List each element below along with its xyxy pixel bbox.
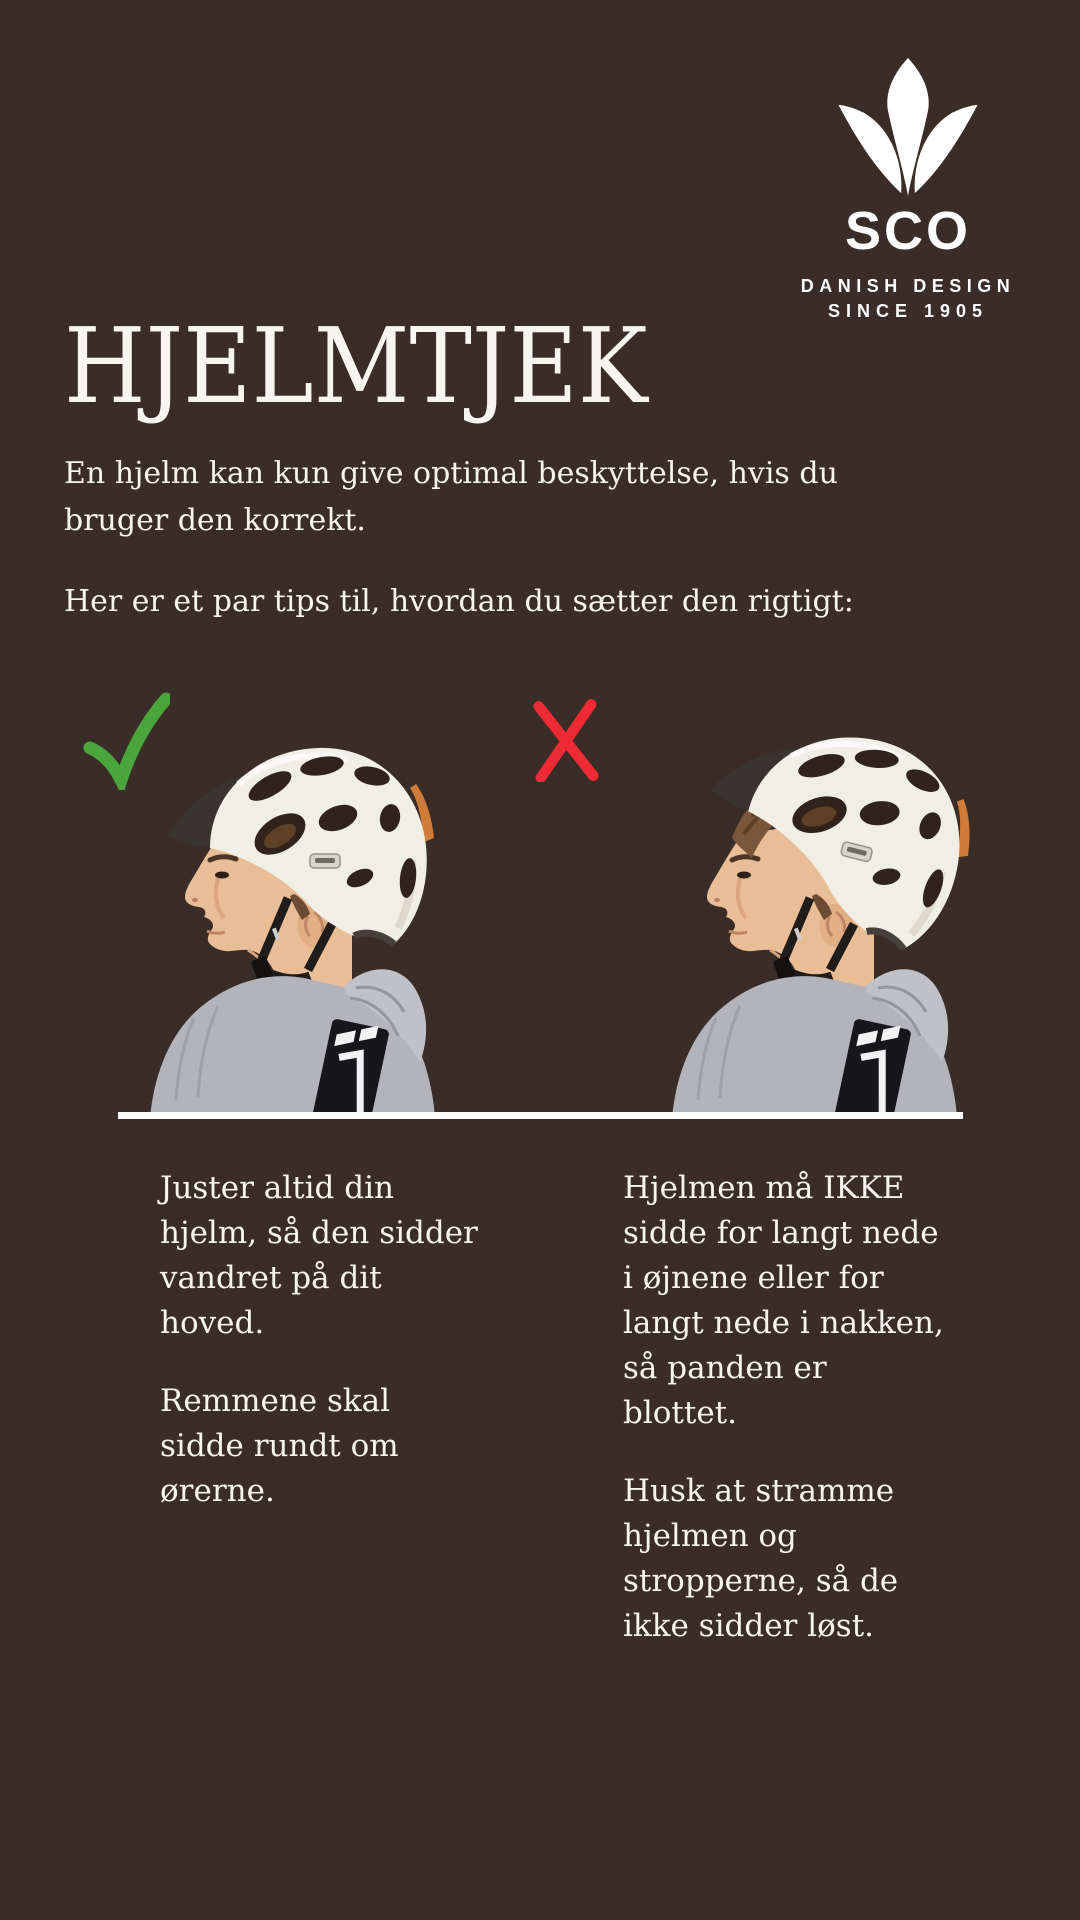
sco-logo	[786, 56, 1030, 322]
cross-mark-icon	[528, 698, 604, 782]
tip-line: hjelm, så den sidder	[160, 1215, 478, 1251]
tip-line: sidde rundt om	[160, 1428, 399, 1464]
intro-paragraph-1	[64, 450, 838, 544]
tip-line: i øjnene eller for	[623, 1260, 884, 1296]
divider-line	[118, 1112, 963, 1119]
intro-paragraph-1-line-1: En hjelm kan kun give optimal beskyttelse, hvis du	[64, 456, 838, 491]
incorrect-helmet-photo	[620, 688, 980, 1118]
page-title: HJELMTJEK	[64, 305, 648, 427]
cross-mark-stroke	[539, 704, 594, 778]
tip-line: vandret på dit	[160, 1260, 382, 1296]
tips-column-left	[160, 1166, 490, 1547]
logo-tagline-line2: SINCE 1905	[827, 301, 989, 321]
tip-line: hjelmen og	[623, 1518, 797, 1554]
logo-brand-text: SCO	[844, 201, 972, 261]
tip-line: Husk at stramme	[623, 1473, 895, 1509]
sco-flower-icon	[833, 56, 983, 198]
correct-helmet-photo	[98, 688, 458, 1118]
tips-column-right	[623, 1166, 983, 1682]
tip-line: Hjelmen må IKKE	[623, 1170, 905, 1206]
tip-correct-fit	[160, 1166, 490, 1346]
tip-straps-ears	[160, 1379, 490, 1514]
tip-line: Remmene skal	[160, 1383, 391, 1419]
intro-paragraph-2: Her er et par tips til, hvordan du sætter den rigtigt:	[64, 584, 854, 619]
intro-paragraph-1-line-2: bruger den korrekt.	[64, 503, 366, 538]
tip-line: sidde for langt nede	[623, 1215, 939, 1251]
tip-line: stropperne, så de	[623, 1563, 899, 1599]
tip-line: så panden er	[623, 1350, 827, 1386]
tip-line: hoved.	[160, 1305, 265, 1341]
tip-line: langt nede i nakken,	[623, 1305, 944, 1341]
tip-line: ikke sidder løst.	[623, 1608, 875, 1644]
logo-tagline-line1: DANISH DESIGN	[800, 276, 1016, 296]
tip-line: ørerne.	[160, 1473, 275, 1509]
tip-not-too-low	[623, 1166, 983, 1436]
tip-tighten-straps	[623, 1469, 983, 1649]
tip-line: blottet.	[623, 1395, 737, 1431]
tip-line: Juster altid din	[160, 1170, 394, 1206]
